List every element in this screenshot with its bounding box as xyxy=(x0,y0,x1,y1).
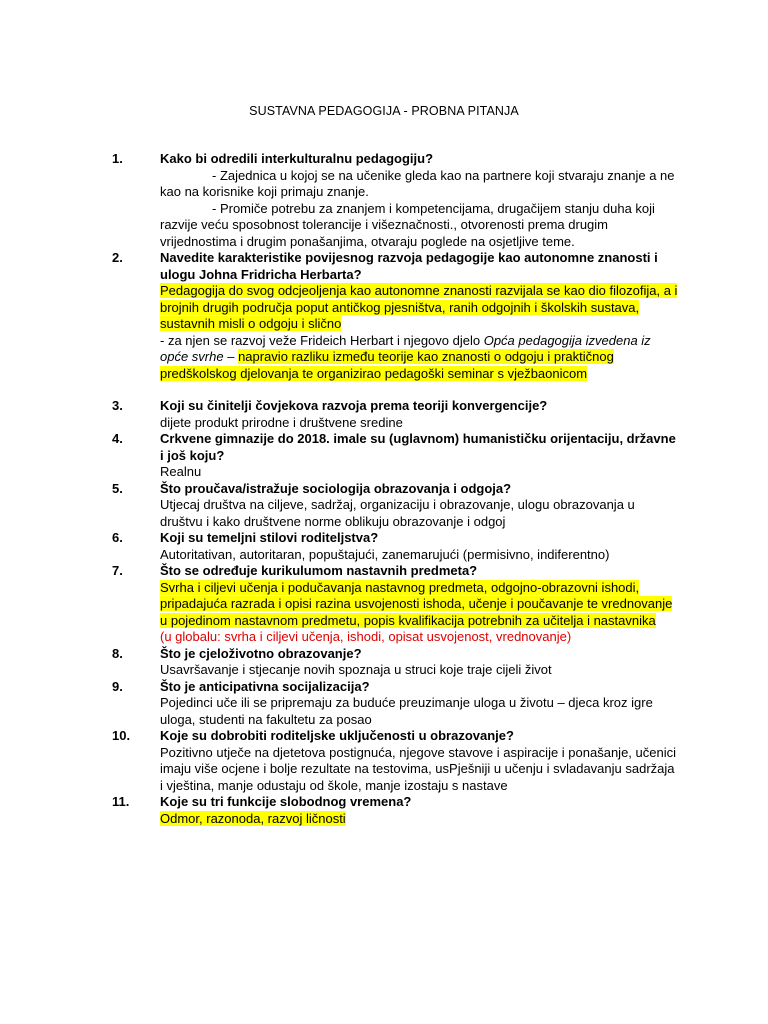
answer-text xyxy=(160,811,680,828)
question-number: 2. xyxy=(112,250,123,265)
question-number: 11. xyxy=(112,794,130,809)
highlighted-answer: Pedagogija do svog odcjeoljenja kao autonomne znanosti razvijala se kao dio filozofija, a i brojnih drugih područja poput antičkog pjesništva, ranih odgojnih i školskih sustava, sustavnih misli o odgoju i slično xyxy=(160,283,678,331)
question-text: Što je anticipativna socijalizacija? xyxy=(160,678,370,694)
highlighted-answer: Odmor, razonoda, razvoj ličnosti xyxy=(160,810,346,826)
question-item-9 xyxy=(0,679,768,729)
question-item-1 xyxy=(0,151,768,250)
question-number: 7. xyxy=(112,563,123,578)
question-text: Kako bi odredili interkulturalnu pedagogiju? xyxy=(160,151,434,166)
answer-text: dijete produkt prirodne i društvene sredine xyxy=(160,414,403,430)
answer-text: Autoritativan, autoritaran, popuštajući, zanemarujući (permisivno, indiferentno) xyxy=(160,546,610,562)
highlighted-answer: Svrha i ciljevi učenja i podučavanja nastavnog predmeta, odgojno-obrazovni ishodi, pripadajuća razrada i opisi razina usvojenosti ishoda, učenje i poučavanje te vrednovanje u pojedinom nastavnom predmetu, popis kvalifikacija potrebnih za učitelja i nastavnika xyxy=(160,579,673,628)
question-number: 5. xyxy=(112,480,123,496)
page-title: SUSTAVNA PEDAGOGIJA - PROBNA PITANJA xyxy=(249,104,519,118)
question-item-2 xyxy=(0,250,768,382)
answer-text: Realnu xyxy=(160,464,202,479)
book-title: Opća pedagogija izvedena iz opće svrhe xyxy=(160,332,651,364)
answer-text: Usavršavanje i stjecanje novih spoznaja u struci koje traje cijeli život xyxy=(160,662,552,677)
summary-note: (u globalu: svrha i ciljevi učenja, ishodi, opisat usvojenost, vrednovanje) xyxy=(160,629,572,644)
question-item-8 xyxy=(0,646,768,679)
answer-text: - Zajednica u kojoj se na učenike gleda kao na partnere koji stvaraju znanje a ne kao na korisnike koji primaju znanje. xyxy=(160,167,675,199)
question-item-5 xyxy=(0,481,768,531)
question-item-11 xyxy=(0,794,768,827)
answer-text: Utjecaj društva na ciljeve, sadržaj, organizaciju i obrazovanje, ulogu obrazovanja u društvu i kako društvene norme oblikuju obrazovanje i odgoj xyxy=(160,497,635,529)
question-number: 3. xyxy=(112,398,123,413)
question-text: Crkvene gimnazije do 2018. imale su (uglavnom) humanističku orijentaciju, državne i još koju? xyxy=(160,431,676,463)
question-text: Što je cjeloživotno obrazovanje? xyxy=(160,645,362,661)
question-text: Koji su činitelji čovjekova razvoja prema teoriji konvergencije? xyxy=(160,398,548,413)
highlighted-answer: napravio razliku između teorije kao znanosti o odgoju i praktičnog predškolskog djelovanja te organizirao pedagoški seminar s vježbaonicom xyxy=(160,349,614,381)
question-item-4 xyxy=(0,431,768,481)
question-item-7 xyxy=(0,563,768,646)
question-number: 10. xyxy=(112,728,131,743)
answer-text xyxy=(160,580,680,630)
question-number: 1. xyxy=(112,151,123,166)
answer-segment: - za njen se razvoj veže Frideich Herbart i njegovo djelo xyxy=(160,332,484,348)
answer-text: Pojedinci uče ili se pripremaju za buduće preuzimanje uloga u životu – djeca kroz igre uloga, studenti na fakultetu za posao xyxy=(160,695,653,727)
spacer xyxy=(0,382,768,398)
question-number: 9. xyxy=(112,678,123,694)
answer-text xyxy=(160,283,680,333)
answer-text: Pozitivno utječe na djetetova postignuća, njegove stavove i aspiracije i ponašanje, učenici imaju više ocjene i bolje rezultate na testovima, usPješniji u učenju i svladavanju sadržaja i vještina, manje odustaju od škole, manje izostaju s nastave xyxy=(160,744,676,793)
question-item-6 xyxy=(0,530,768,563)
question-text: Koje su dobrobiti roditeljske uključenosti u obrazovanje? xyxy=(160,728,514,743)
question-item-3 xyxy=(0,398,768,431)
question-text: Što se određuje kurikulumom nastavnih predmeta? xyxy=(160,563,478,578)
question-number: 6. xyxy=(112,530,123,545)
question-number: 4. xyxy=(112,431,123,446)
answer-segment: – xyxy=(223,349,239,364)
question-item-10 xyxy=(0,728,768,794)
question-text: Što proučava/istražuje sociologija obrazovanja i odgoja? xyxy=(160,480,512,496)
question-text: Navedite karakteristike povijesnog razvoja pedagogije kao autonomne znanosti i ulogu Johna Fridricha Herbarta? xyxy=(160,250,658,282)
question-number: 8. xyxy=(112,645,123,661)
answer-text xyxy=(160,333,680,383)
answer-text: - Promiče potrebu za znanjem i kompetencijama, drugačijem stanju duha koji razvije veću sposobnost tolerancije i višeznačnosti., otvorenosti prema drugim vrijednostima i drugim ponašanjima, otvaraju poglede na osjetljive teme. xyxy=(160,200,655,249)
question-text: Koji su temeljni stilovi roditeljstva? xyxy=(160,530,379,545)
question-text: Koje su tri funkcije slobodnog vremena? xyxy=(160,794,412,809)
question-list xyxy=(0,151,768,827)
